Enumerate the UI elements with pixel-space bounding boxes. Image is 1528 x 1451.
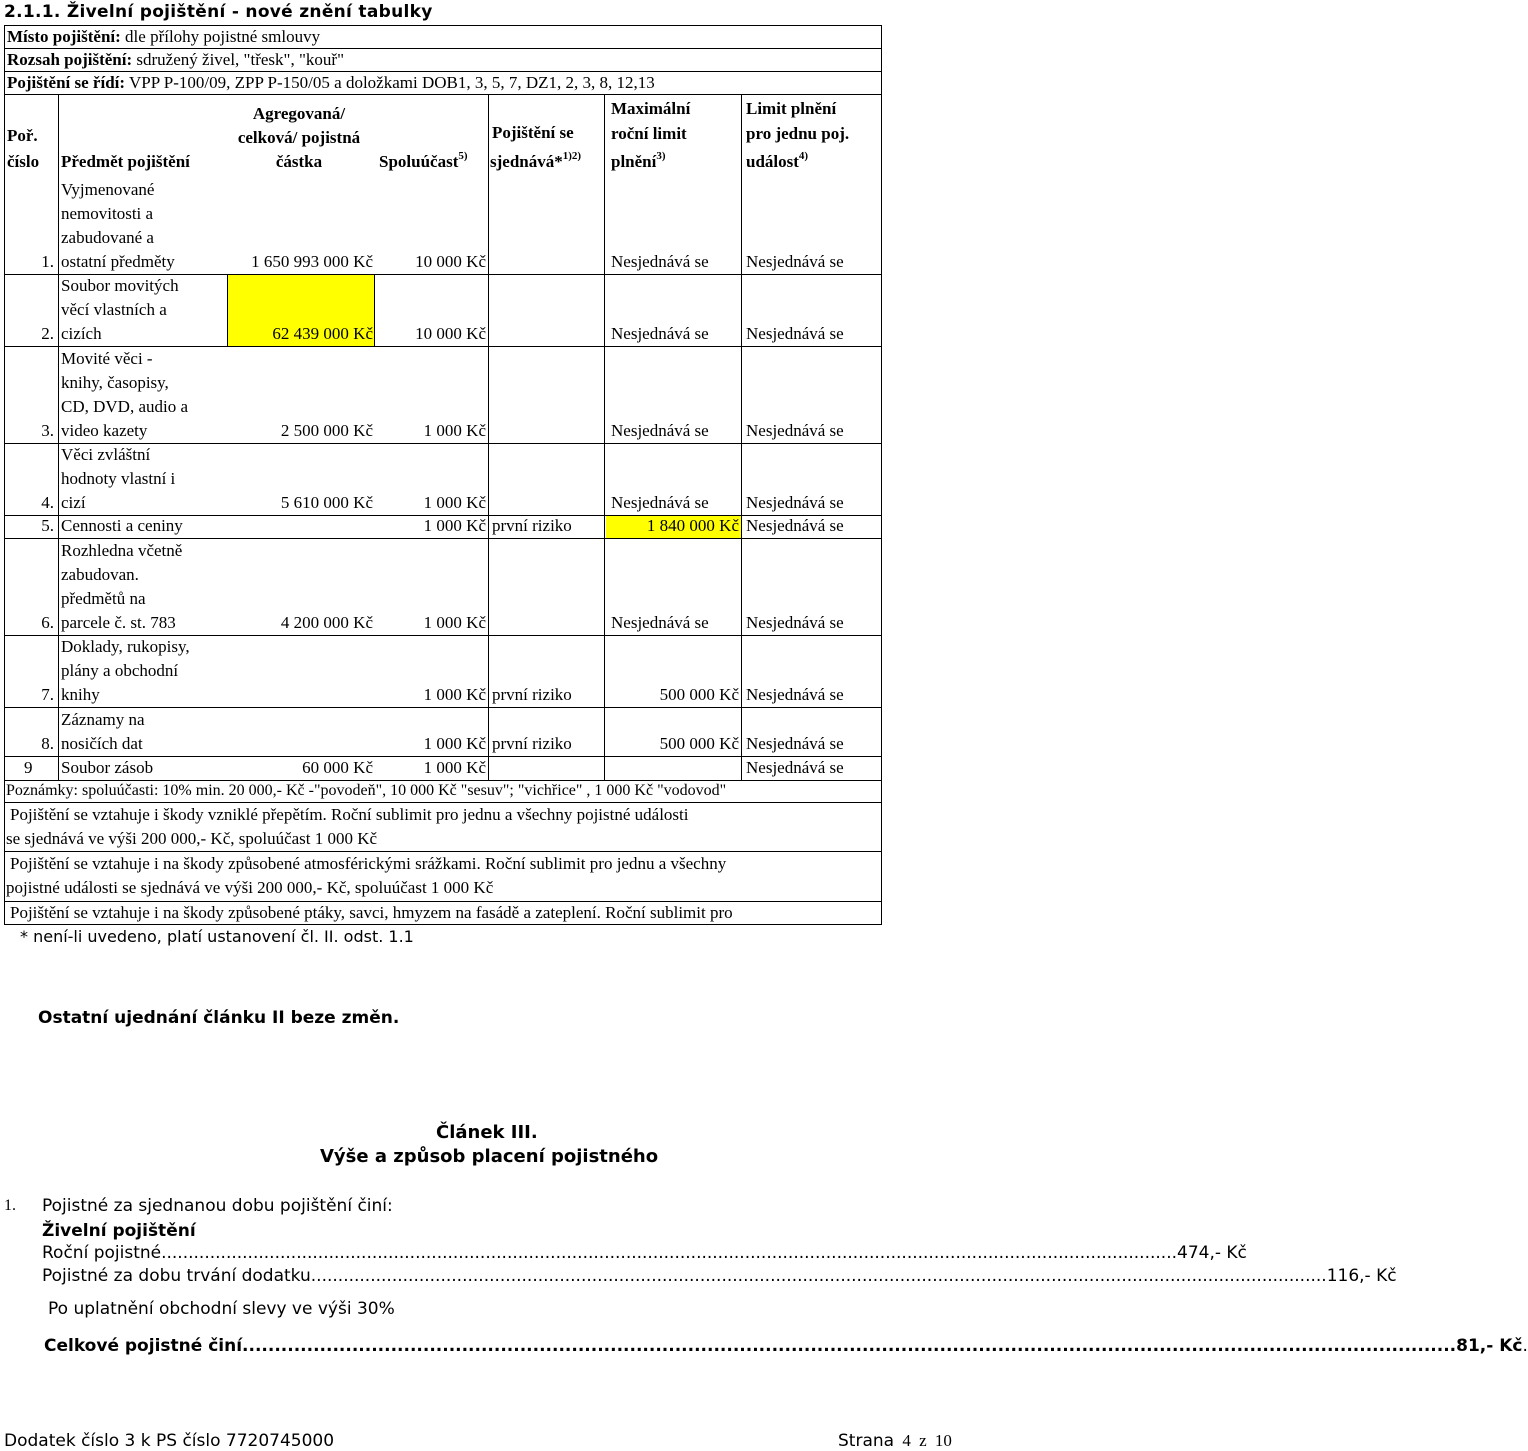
note-precipitation-1: Pojištění se vztahuje i na škody způsobené atmosférickými srážkami. Roční sublimit pro jednu a všechny — [10, 854, 727, 873]
row-subject: věcí vlastních a — [61, 300, 167, 319]
row-subject: ostatní předměty — [61, 252, 175, 271]
header-amount-2: celková/ pojistná — [237, 128, 361, 147]
column-divider — [741, 94, 742, 780]
row-annual-limit: Nesjednává se — [611, 324, 709, 343]
row-subject: parcele č. st. 783 — [61, 613, 176, 632]
section-heading: 2.1.1. Živelní pojištění - nové znění tabulky — [4, 2, 433, 22]
row-annual-limit: 500 000 Kč — [659, 734, 739, 753]
row-subject: video kazety — [61, 421, 148, 440]
header-annual-1: Maximální — [611, 99, 691, 118]
row-event-limit: Nesjednává se — [746, 734, 844, 753]
row-subject: nemovitosti a — [61, 204, 154, 223]
row-subject: plány a obchodní — [61, 661, 179, 680]
row-annual-limit: Nesjednává se — [611, 493, 709, 512]
row-event-limit: Nesjednává se — [746, 421, 844, 440]
row-subject: hodnoty vlastní i — [61, 469, 176, 488]
meta-row-scope: Rozsah pojištění: sdružený živel, "třesk", "kouř" — [7, 50, 345, 69]
row-arranged: první riziko — [492, 734, 572, 753]
row-subject: Záznamy na — [61, 710, 145, 729]
item-text: Pojistné za sjednanou dobu pojištění činí: — [42, 1196, 393, 1216]
header-deductible: Spoluúčast$^{5)}$ — [379, 150, 468, 171]
row-subject: zabudované a — [61, 228, 154, 247]
row-subject: Soubor movitých — [61, 276, 179, 295]
row-event-limit: Nesjednává se — [746, 685, 844, 704]
row-event-limit: Nesjednává se — [746, 758, 844, 777]
row-arranged: první riziko — [492, 516, 572, 535]
annual-premium-value: 474,- Kč — [1177, 1243, 1247, 1263]
header-event-1: Limit plnění — [746, 99, 837, 118]
row-num: 1. — [41, 252, 54, 271]
meta-row-terms: Pojištění se řídí: VPP P-100/09, ZPP P-150/05 a doložkami DOB1, 3, 5, 7, DZ1, 2, 3, 8, 12,13 — [7, 73, 655, 92]
footer-document-ref: Dodatek číslo 3 k PS číslo 7720745000 — [4, 1431, 335, 1451]
row-num: 2. — [41, 324, 54, 343]
header-arranged-2: sjednává*$^{1)2)}$ — [490, 150, 582, 171]
table-border-right — [881, 25, 882, 925]
row-num: 5. — [41, 516, 54, 535]
row-deductible: 1 000 Kč — [423, 685, 486, 704]
total-premium-value: 81,- Kč — [1456, 1336, 1523, 1356]
row-subject: cizí — [61, 493, 86, 512]
row-deductible: 1 000 Kč — [423, 758, 486, 777]
row-subject: zabudovan. — [61, 565, 139, 584]
row-arranged: první riziko — [492, 685, 572, 704]
row-amount: 62 439 000 Kč — [272, 324, 373, 343]
column-divider — [488, 94, 489, 780]
row-annual-limit: 1 840 000 Kč — [646, 516, 739, 535]
column-divider — [374, 274, 375, 346]
row-annual-limit: Nesjednává se — [611, 421, 709, 440]
row-num: 6. — [41, 613, 54, 632]
note-overvoltage-1: Pojištění se vztahuje i škody vzniklé přepětím. Roční sublimit pro jednu a všechny pojistné události — [10, 805, 689, 824]
row-event-limit: Nesjednává se — [746, 516, 844, 535]
article-title: Výše a způsob placení pojistného — [320, 1146, 659, 1167]
footnote-asterisk: * není-li uvedeno, platí ustanovení čl. II. odst. 1.1 — [20, 927, 414, 946]
row-deductible: 10 000 Kč — [415, 324, 486, 343]
item-number: 1. — [4, 1197, 16, 1214]
row-subject: nosičích dat — [61, 734, 143, 753]
header-event-2: pro jednu poj. — [746, 124, 850, 143]
dot-leader: ............................................................................................................................................................................................ — [161, 1243, 1178, 1263]
row-subject: Věci zvláštní — [61, 445, 151, 464]
row-annual-limit: 500 000 Kč — [659, 685, 739, 704]
row-amount: 2 500 000 Kč — [280, 421, 373, 440]
total-premium-line — [44, 1336, 1528, 1356]
row-amount: 4 200 000 Kč — [280, 613, 373, 632]
row-num: 7. — [41, 685, 54, 704]
row-deductible: 1 000 Kč — [423, 516, 486, 535]
row-num: 4. — [41, 493, 54, 512]
row-subject: knihy, časopisy, — [61, 373, 169, 392]
row-num: 8. — [41, 734, 54, 753]
row-annual-limit: Nesjednává se — [611, 252, 709, 271]
column-divider — [58, 94, 59, 780]
row-event-limit: Nesjednává se — [746, 324, 844, 343]
addendum-premium-line — [42, 1266, 1397, 1286]
annual-premium-label: Roční pojistné — [42, 1243, 162, 1263]
row-subject: CD, DVD, audio a — [61, 397, 189, 416]
discount-text: Po uplatnění obchodní slevy ve výši 30% — [48, 1299, 395, 1319]
row-event-limit: Nesjednává se — [746, 613, 844, 632]
row-deductible: 1 000 Kč — [423, 493, 486, 512]
row-deductible: 10 000 Kč — [415, 252, 486, 271]
row-event-limit: Nesjednává se — [746, 252, 844, 271]
row-event-limit: Nesjednává se — [746, 493, 844, 512]
row-subject: Rozhledna včetně — [61, 541, 183, 560]
note-overvoltage-2: se sjednává ve výši 200 000,- Kč, spoluúčast 1 000 Kč — [6, 829, 378, 848]
header-annual-2: roční limit — [611, 124, 687, 143]
row-num: 3. — [41, 421, 54, 440]
row-subject: Vyjmenované — [61, 180, 155, 199]
row-subject: Doklady, rukopisy, — [61, 637, 190, 656]
dot-leader: ............................................................................................................................................................................................ — [310, 1266, 1327, 1286]
insurance-table — [4, 25, 882, 925]
header-amount-3: částka — [275, 152, 323, 171]
row-subject: knihy — [61, 685, 100, 704]
row-amount: 5 610 000 Kč — [280, 493, 373, 512]
header-subject: Předmět pojištění — [61, 152, 190, 171]
other-arrangements: Ostatní ujednání článku II beze změn. — [38, 1008, 400, 1028]
row-subject: předmětů na — [61, 589, 146, 608]
row-deductible: 1 000 Kč — [423, 734, 486, 753]
total-premium-label: Celkové pojistné činí — [44, 1336, 243, 1356]
meta-row-place: Místo pojištění: dle přílohy pojistné smlouvy — [7, 27, 321, 46]
row-amount: 60 000 Kč — [302, 758, 373, 777]
header-annual-3: plnění$^{3)}$ — [611, 150, 666, 171]
row-subject: Cennosti a ceniny — [61, 516, 183, 535]
row-subject: Movité věci - — [61, 349, 153, 368]
note-deductibles: Poznámky: spoluúčasti: 10% min. 20 000,- Kč -"povodeň", 10 000 Kč "sesuv"; "vichřice" , 1 000 Kč "vodovod" — [6, 782, 727, 799]
row-subject: cizích — [61, 324, 102, 343]
note-animals: Pojištění se vztahuje i na škody způsobené ptáky, savci, hmyzem na fasádě a zateplení. Roční sublimit pro — [10, 903, 733, 922]
total-premium-period: . — [1522, 1336, 1528, 1356]
article-number: Článek III. — [436, 1122, 538, 1143]
row-annual-limit: Nesjednává se — [611, 613, 709, 632]
header-order-2: číslo — [7, 152, 40, 171]
row-amount: 1 650 993 000 Kč — [251, 252, 373, 271]
row-subject: Soubor zásob — [61, 758, 154, 777]
row-num: 9 — [24, 758, 33, 777]
addendum-premium-label: Pojistné za dobu trvání dodatku — [42, 1266, 311, 1286]
header-event-3: událost$^{4)}$ — [746, 150, 809, 171]
footer-page-number: Strana 4 z 10 — [838, 1431, 952, 1451]
zivelni-label: Živelní pojištění — [42, 1221, 196, 1241]
header-amount-1: Agregovaná/ — [252, 104, 346, 123]
column-divider — [604, 94, 605, 780]
header-order-1: Poř. — [7, 126, 38, 145]
addendum-premium-value: 116,- Kč — [1326, 1266, 1397, 1286]
row-deductible: 1 000 Kč — [423, 421, 486, 440]
header-arranged-1: Pojištění se — [492, 123, 574, 142]
dot-leader: ............................................................................................................................................................................................ — [242, 1336, 1457, 1356]
annual-premium-line — [42, 1243, 1247, 1263]
row-deductible: 1 000 Kč — [423, 613, 486, 632]
note-precipitation-2: pojistné události se sjednává ve výši 200 000,- Kč, spoluúčast 1 000 Kč — [6, 878, 494, 897]
table-border-left — [4, 25, 5, 925]
